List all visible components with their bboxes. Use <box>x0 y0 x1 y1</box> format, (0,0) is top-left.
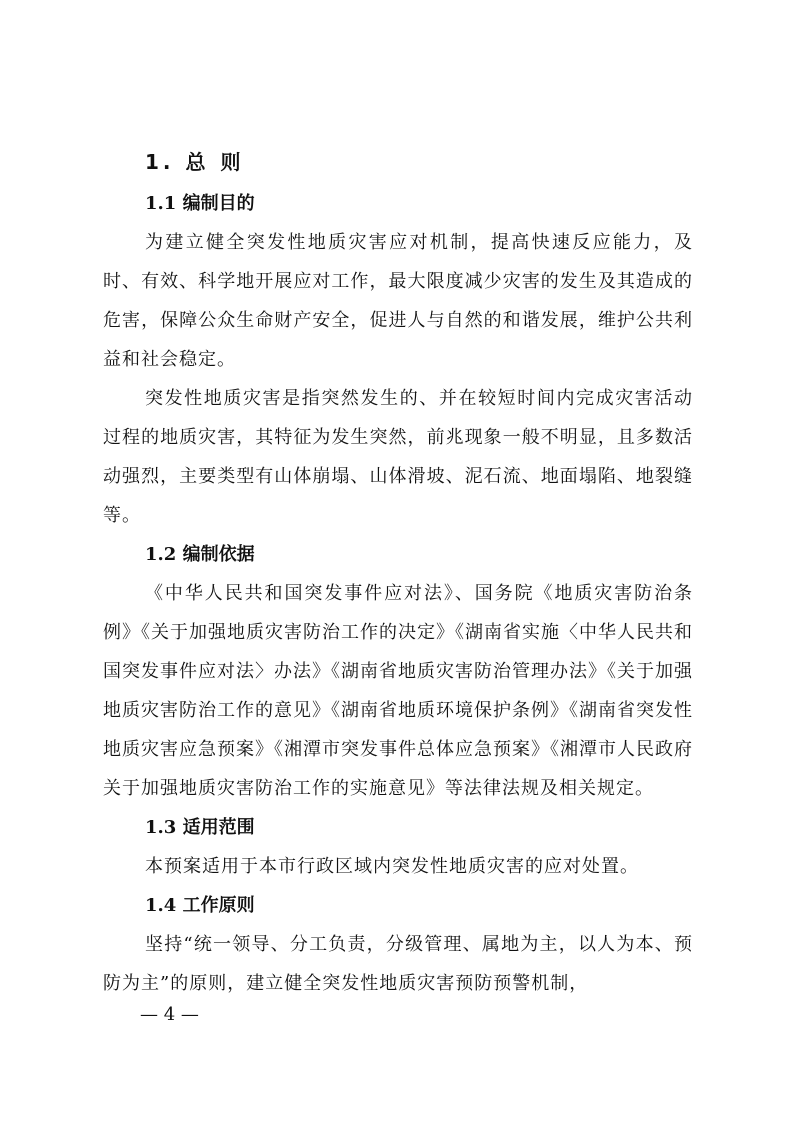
section-heading-general: 1. 总 则 <box>145 150 245 174</box>
paragraph-basis: 《中华人民共和国突发事件应对法》、国务院《地质灾害防治条例》《关于加强地质灾害防治工作的决定》《湖南省实施〈中华人民共和国突发事件应对法〉办法》《湖南省地质灾害防治管理办法》《关于加强地质灾害防治工作的意见》《湖南省地质环境保护条例》《湖南省突发性地质灾害应急预案》《湘潭市突发事件总体应急预案》《湘潭市人民政府关于加强地质灾害防治工作的实施意见》等法律法规及相关规定。 <box>103 583 693 799</box>
subsection-heading-purpose: 1.1 编制目的 <box>145 193 255 214</box>
subsection-heading-principles: 1.4 工作原则 <box>145 895 255 916</box>
subsection-heading-basis: 1.2 编制依据 <box>145 544 255 565</box>
paragraph-scope: 本预案适用于本市行政区域内突发性地质灾害的应对处置。 <box>145 856 639 877</box>
paragraph-purpose: 为建立健全突发性地质灾害应对机制，提高快速反应能力，及时、有效、科学地开展应对工作，最大限度减少灾害的发生及其造成的危害，保障公众生命财产安全，促进人与自然的和谐发展，维护公共利益和社会稳定。 <box>103 232 693 370</box>
page-number: — 4 — <box>140 1004 199 1025</box>
page-content <box>103 140 693 1003</box>
paragraph-definition: 突发性地质灾害是指突然发生的、并在较短时间内完成灾害活动过程的地质灾害，其特征为发生突然，前兆现象一般不明显，且多数活动强烈，主要类型有山体崩塌、山体滑坡、泥石流、地面塌陷、地裂缝等。 <box>103 388 693 526</box>
paragraph-principles: 坚持“统一领导、分工负责，分级管理、属地为主，以人为本、预防为主”的原则，建立健全突发性地质灾害预防预警机制， <box>103 934 693 994</box>
subsection-heading-scope: 1.3 适用范围 <box>145 817 255 838</box>
